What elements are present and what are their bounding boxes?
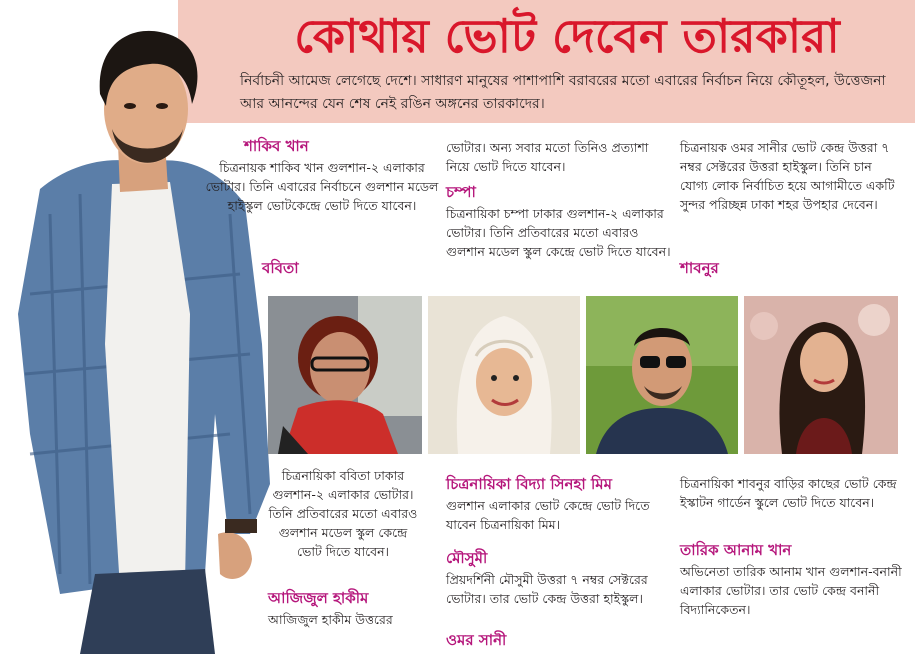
headline: কোথায় ভোট দেবেন তারকারা — [294, 9, 840, 63]
shabnur-photo — [744, 296, 898, 454]
babita-photo — [268, 296, 422, 454]
shakib-text: চিত্রনায়ক শাকিব খান গুলশান-২ এলাকার ভোটার। তিনি এবারের নির্বাচনে গুলশান মডেল হাইস্কুল ভোটকেন্দ্রে ভোট দিতে যাবেন। — [205, 160, 439, 213]
champa-name: চম্পা — [446, 183, 476, 201]
intro-paragraph: নির্বাচনী আমেজ লেগেছে দেশে। সাধারণ মানুষের পাশাপাশি বরাবরের মতো এবারের নির্বাচন নিয়ে কৌতূহল, উত্তেজনা আর আনন্দের যেন শেষ নেই রঙিন অঙ্গনের তারকাদের। — [240, 73, 886, 112]
shakib-khan-photo — [0, 14, 272, 654]
babita-text: চিত্রনায়িকা ববিতা ঢাকার গুলশান-২ এলাকার ভোটার। তিনি প্রতিবারের মতো এবারও গুলশান মডেল স্কুল কেন্দ্রে ভোট দিতে যাবেন। — [268, 468, 418, 559]
omar-sunny-photo — [586, 296, 738, 454]
tarik-text: অভিনেতা তারিক আনাম খান গুলশান-বনানী এলাকার ভোটার। তার ভোট কেন্দ্র বনানী বিদ্যানিকেতন। — [680, 564, 902, 617]
tarik-name: তারিক আনাম খান — [680, 541, 792, 559]
mim-photo — [428, 296, 580, 454]
shabnur-text: চিত্রনায়িকা শাবনুর বাড়ির কাছের ভোট কেন্দ্র ইস্কাটন গার্ডেন স্কুলে ভোট দিতে যাবেন। — [680, 476, 897, 510]
mousumi-name: মৌসুমী — [446, 549, 488, 567]
azizul-name: আজিজুল হাকীম — [268, 589, 369, 607]
shakib-name: শাকিব খান — [244, 137, 309, 155]
mousumi-text: প্রিয়দর্শিনী মৌসুমী উত্তরা ৭ নম্বর সেক্টরের ভোটার। তার ভোট কেন্দ্র উত্তরা হাইস্কুল। — [446, 572, 648, 606]
omar-text: চিত্রনায়ক ওমর সানীর ভোট কেন্দ্র উত্তরা ৭ নম্বর সেক্টরের উত্তরা হাইস্কুল। তিনি চান যোগ্য লোক নির্বাচিত হয়ে আগামীতে একটি সুন্দর পরিচ্ছন্ন ঢাকা শহর উপহার দেবেন। — [680, 140, 895, 212]
col2-top-text: ভোটার। অন্য সবার মতো তিনিও প্রত্যাশা নিয়ে ভোট দিতে যাবেন। — [446, 140, 649, 174]
omar-name: ওমর সানী — [446, 631, 507, 649]
babita-name: ববিতা — [262, 259, 299, 277]
mim-text: গুলশান এলাকার ভোট কেন্দ্রে ভোট দিতে যাবেন চিত্রনায়িকা মিম। — [446, 498, 650, 532]
mim-name: চিত্রনায়িকা বিদ্যা সিনহা মিম — [446, 475, 612, 493]
shabnur-name: শাবনুর — [680, 259, 719, 277]
champa-text: চিত্রনায়িকা চম্পা ঢাকার গুলশান-২ এলাকার ভোটার। তিনি প্রতিবারের মতো এবারও গুলশান মডেল স্কুল কেন্দ্রে ভোট দিতে যাবেন। — [446, 206, 671, 259]
azizul-text: আজিজুল হাকীম উত্তরের — [268, 612, 393, 627]
